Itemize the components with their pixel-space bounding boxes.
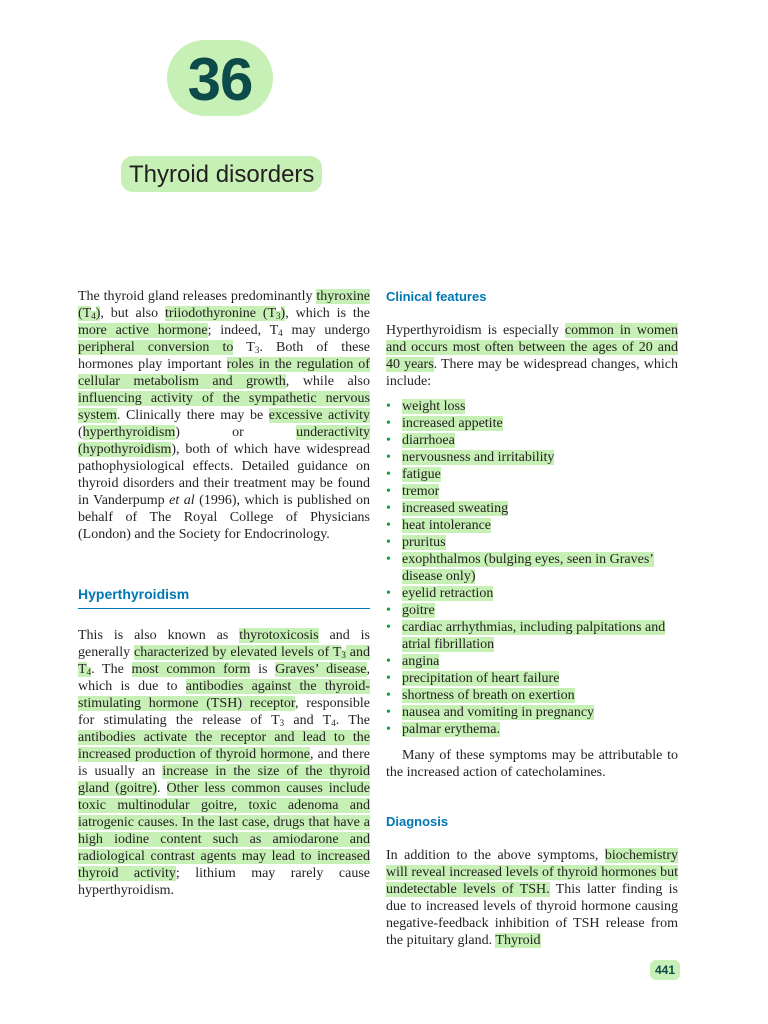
bullet-icon: • (386, 450, 391, 465)
symptom-text: increased appetite (402, 416, 503, 431)
highlighted-text: excessive activity (268, 408, 370, 423)
text-run: . The (91, 662, 132, 677)
highlighted-text: thyroxine (T (78, 289, 370, 321)
symptom-text: goitre (402, 603, 435, 618)
highlighted-text: influencing activity of the sympathetic nervous system (78, 391, 370, 423)
highlighted-text: 4 (91, 311, 96, 321)
text-run: . Both of these hormones play important (78, 340, 370, 372)
symptom-list-item (386, 721, 678, 738)
highlighted-text: increase in the size of the thyroid gland (goitre) (78, 764, 370, 796)
text-run: 4 (278, 328, 283, 338)
text-run: is (250, 662, 276, 677)
text-run: , which is the (285, 306, 370, 321)
text-run: ( (78, 425, 83, 440)
text-run: , while also (285, 374, 370, 389)
symptom-list-item (386, 653, 678, 670)
highlighted-text: triiodothyronine (T (164, 306, 277, 321)
hyperthyroidism-heading: Hyperthyroidism (78, 586, 370, 609)
highlighted-text: antibodies activate the receptor and lead to the increased production of thyroid hormone (78, 730, 370, 762)
symptom-text: heat intolerance (402, 518, 492, 533)
text-run: , and there is usually an (78, 747, 370, 779)
symptom-list-item (386, 585, 678, 602)
bullet-icon: • (386, 433, 391, 448)
symptom-text: nausea and vomiting in pregnancy (402, 705, 595, 720)
highlighted-text: peripheral conversion to (78, 340, 234, 355)
clinical-features-intro (386, 322, 678, 390)
intro-paragraph (78, 288, 370, 543)
highlighted-text: Graves’ disease (275, 662, 367, 677)
text-run: ; lithium may rarely cause hyperthyroidism. (78, 866, 370, 898)
bullet-icon: • (386, 671, 391, 686)
bullet-icon: • (386, 552, 391, 567)
highlighted-text: ) (280, 306, 286, 321)
text-run: In addition to the above symptoms, (386, 848, 605, 863)
bullet-icon: • (386, 535, 391, 550)
highlighted-text: underactivity (hypothyroidism (78, 425, 370, 457)
symptom-text: tremor (402, 484, 440, 499)
symptom-text: pruritus (402, 535, 446, 550)
highlighted-text: Thyroid (495, 933, 541, 948)
symptom-list-item (386, 415, 678, 432)
bullet-icon: • (386, 416, 391, 431)
highlighted-text: more active hormone (78, 323, 208, 338)
bullet-icon: • (386, 467, 391, 482)
text-run: . There may be widespread changes, which include: (386, 357, 678, 389)
symptom-text: exophthalmos (bulging eyes, seen in Graves’ disease only) (402, 552, 654, 584)
symptom-list-item (386, 619, 678, 653)
symptom-list-item (386, 466, 678, 483)
symptom-list-item (386, 670, 678, 687)
bullet-icon: • (386, 399, 391, 414)
diagnosis-heading: Diagnosis (386, 814, 449, 829)
highlighted-text: and T (78, 645, 370, 677)
highlighted-text: characterized by elevated levels of T (134, 645, 342, 660)
symptom-text: cardiac arrhythmias, including palpitations and atrial fibrillation (402, 620, 666, 652)
bullet-icon: • (386, 654, 391, 669)
symptom-list-item (386, 398, 678, 415)
highlighted-text: most common form (131, 662, 251, 677)
text-run: and is generally (78, 628, 370, 660)
bullet-icon: • (386, 518, 391, 533)
text-run: 3 (279, 718, 285, 728)
symptom-text: eyelid retraction (402, 586, 494, 601)
highlighted-text: Other less common causes include toxic multinodular goitre, toxic adenoma and iatrogenic causes. In the last case, drugs that have a high iodine content such as amiodarone and radiological contrast agents may lead to increased thyroid activity (78, 781, 370, 881)
text-run: ), both of which have widespread pathophysiological effects. Detailed guidance on thyroid disorders and their treatment may be found in Vanderpump (78, 442, 370, 508)
text-run: , which is due to (78, 662, 371, 694)
text-run: 3 (254, 345, 260, 355)
highlighted-text: hyperthyroidism (82, 425, 176, 440)
symptom-text: increased sweating (402, 501, 509, 516)
text-run: , responsible for stimulating the release of T (78, 696, 371, 728)
symptom-list-item (386, 483, 678, 500)
text-run: This latter finding is due to increased levels of thyroid hormone causing negative-feedback inhibition of TSH release from the pituitary gland. (386, 882, 678, 948)
bullet-icon: • (386, 484, 391, 499)
symptom-text: angina (402, 654, 440, 669)
clinical-features-heading: Clinical features (386, 289, 487, 304)
symptom-text: weight loss (402, 399, 466, 414)
symptom-list-item (386, 517, 678, 534)
bullet-icon: • (386, 722, 391, 737)
symptom-text: fatigue (402, 467, 441, 482)
text-run: ; indeed, T (207, 323, 279, 338)
text-run: The thyroid gland releases predominantly (78, 289, 317, 304)
text-run: This is also known as (78, 628, 240, 643)
highlighted-text: 3 (276, 311, 281, 321)
symptom-text: nervousness and irritability (402, 450, 555, 465)
text-run: . (157, 781, 167, 796)
catecholamines-paragraph: Many of these symptoms may be attributable to the increased action of catecholamines. (386, 748, 678, 780)
left-column (78, 288, 370, 899)
highlighted-text: common in women and occurs most often between the ages of 20 and 40 years (386, 323, 678, 372)
page-number: 441 (650, 960, 680, 980)
chapter-title: Thyroid disorders (121, 156, 322, 192)
symptom-list-item (386, 534, 678, 551)
symptom-text: precipitation of heart failure (402, 671, 560, 686)
chapter-number-badge: 36 (167, 40, 273, 116)
text-run: , but also (100, 306, 165, 321)
symptom-list-item (386, 500, 678, 517)
text-run: and T (284, 713, 332, 728)
diagnosis-paragraph (386, 847, 678, 949)
highlighted-text: biochemistry will reveal increased levels of thyroid hormones but undetectable levels of TSH. (386, 848, 678, 897)
symptom-text: palmar erythema. (402, 722, 500, 737)
text-run: . Clinically there may be (116, 408, 269, 423)
bullet-icon: • (386, 705, 391, 720)
text-run: (1996), which is published on behalf of The Royal College of Physicians (London) and the Society for Endocrinology. (78, 493, 370, 542)
highlighted-text: thyrotoxicosis (239, 628, 319, 643)
symptom-list-item (386, 602, 678, 619)
bullet-icon: • (386, 603, 391, 618)
bullet-icon: • (386, 688, 391, 703)
symptom-list-item (386, 704, 678, 721)
symptom-list-item (386, 687, 678, 704)
text-run: Hyperthyroidism is especially (386, 323, 565, 338)
right-column (386, 288, 678, 949)
symptom-list-item (386, 449, 678, 466)
highlighted-text: roles in the regulation of cellular metabolism and growth (78, 357, 370, 389)
text-run: . The (335, 713, 371, 728)
symptom-list-item (386, 551, 678, 585)
text-run: T (233, 340, 255, 355)
bullet-icon: • (386, 620, 391, 635)
hyperthyroidism-paragraph (78, 627, 370, 899)
bullet-icon: • (386, 586, 391, 601)
text-run: may undergo (282, 323, 370, 338)
symptom-list (386, 398, 678, 738)
symptom-list-item (386, 432, 678, 449)
highlighted-text: 4 (86, 667, 92, 677)
highlighted-text: 3 (341, 650, 346, 660)
text-run: 4 (331, 718, 336, 728)
highlighted-text: ) (95, 306, 101, 321)
highlighted-text: antibodies against the thyroid-stimulating hormone (TSH) receptor (78, 679, 370, 711)
bullet-icon: • (386, 501, 391, 516)
symptom-text: shortness of breath on exertion (402, 688, 575, 703)
text-run: ) or (175, 425, 297, 440)
text-run: et al (169, 493, 195, 508)
symptom-text: diarrhoea (402, 433, 455, 448)
